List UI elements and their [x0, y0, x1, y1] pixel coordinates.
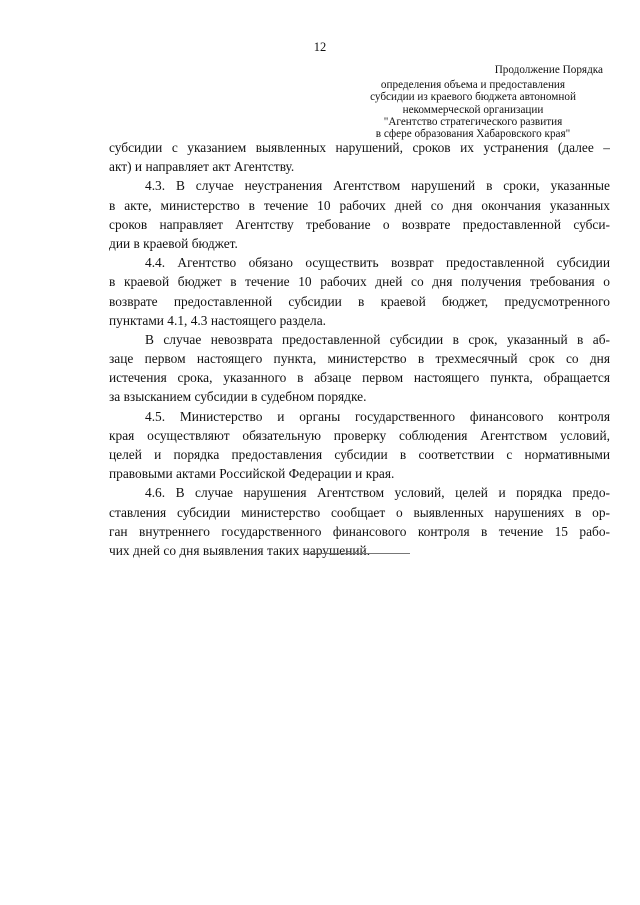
end-separator-line [304, 553, 410, 554]
document-header [343, 64, 603, 140]
body-line: В случае невозврата предоставленной субсидии в срок, указанный в аб- [145, 331, 610, 347]
body-line: ставления субсидии министерство сообщает о выявленных нарушениях в ор- [109, 504, 610, 520]
header-line: определения объема и предоставления [380, 79, 566, 92]
page-number: 12 [313, 40, 327, 54]
body-line: за взысканием субсидии в судебном порядке. [109, 389, 367, 405]
body-line: в акте, министерство в течение 10 рабочих дней со дня окончания указанных [109, 197, 610, 213]
header-title: Продолжение Порядка [494, 64, 603, 76]
body-line: пунктами 4.1, 4.3 настоящего раздела. [109, 312, 327, 328]
body-line: дии в краевой бюджет. [109, 235, 238, 251]
body-line: края осуществляют обязательную проверку соблюдения Агентством условий, [109, 427, 610, 443]
body-line: 4.6. В случае нарушения Агентством условий, целей и порядка предо- [145, 485, 610, 501]
body-line: возврате предоставленной субсидии в краевой бюджет, предусмотренного [109, 293, 610, 309]
body-line: целей и порядка предоставления субсидии в соответствии с нормативными [109, 447, 610, 462]
body-line: акт) и направляет акт Агентству. [109, 159, 295, 175]
body-line: чих дней со дня выявления таких нарушений. [109, 542, 371, 558]
header-line: субсидии из краевого бюджета автономной [370, 91, 576, 104]
body-line: заце первом настоящего пункта, министерство в трехмесячный срок со дня [109, 351, 610, 367]
body-line: 4.3. В случае неустранения Агентством нарушений в сроки, указанные [145, 178, 610, 194]
body-line: правовыми актами Российской Федерации и края. [109, 466, 395, 482]
document-body [109, 138, 610, 560]
body-line: истечения срока, указанного в абзаце первом настоящего пункта, обращается [109, 370, 610, 386]
body-line: 4.5. Министерство и органы государственного финансового контроля [145, 408, 610, 424]
header-line: "Агентство стратегического развития [383, 115, 563, 128]
body-line: субсидии с указанием выявленных нарушений, сроков их устранения (далее – [109, 140, 610, 155]
header-lines [343, 79, 603, 140]
body-line: 4.4. Агентство обязано осуществить возврат предоставленной субсидии [145, 255, 610, 271]
body-line: в краевой бюджет в течение 10 рабочих дней со дня получения требования о [109, 274, 610, 290]
body-line: ган внутреннего государственного финансового контроля в течение 15 рабо- [109, 523, 610, 539]
body-line: сроков направляет Агентству требование о возврате предоставленной субси- [109, 216, 610, 232]
header-line: в сфере образования Хабаровского края" [375, 128, 571, 141]
header-line: некоммерческой организации [402, 103, 544, 116]
